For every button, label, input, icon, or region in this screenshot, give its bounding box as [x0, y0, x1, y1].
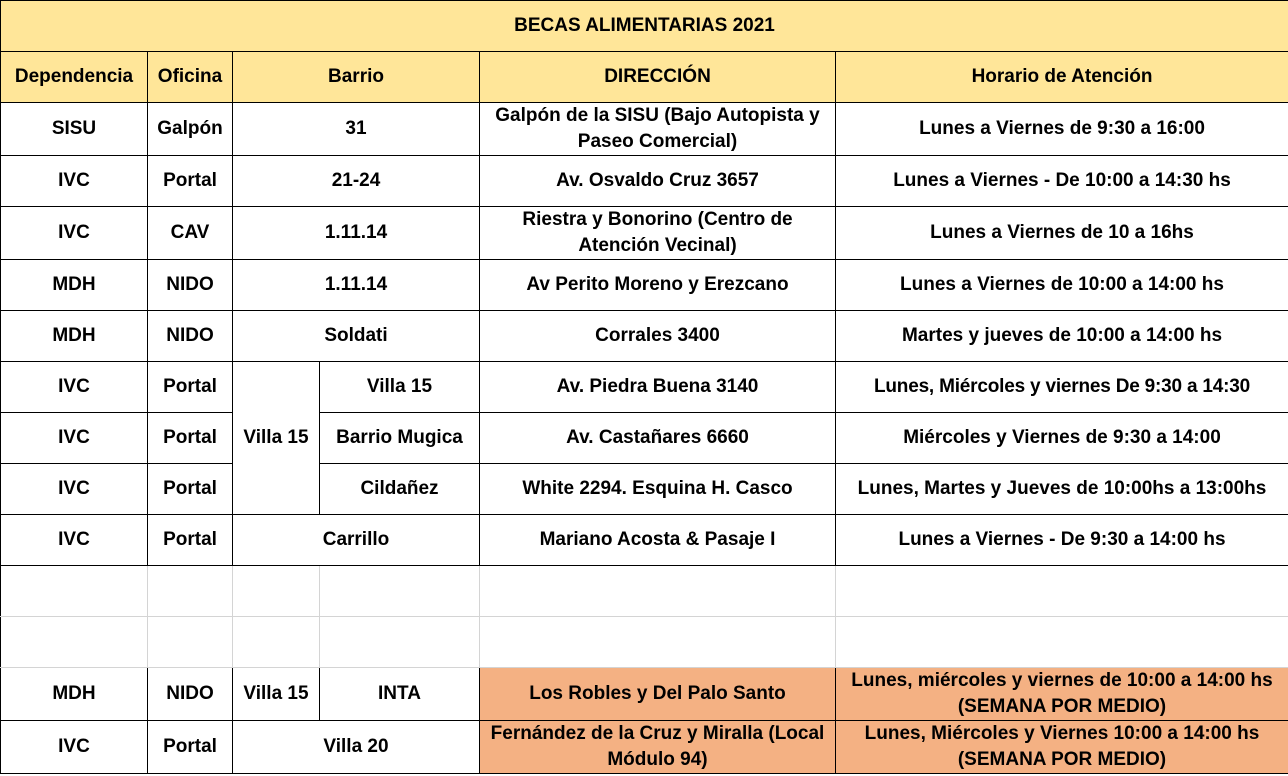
empty-row	[1, 617, 1288, 668]
table-row	[1, 668, 1288, 721]
cell-horario: Lunes, Martes y Jueves de 10:00hs a 13:00hs	[836, 464, 1288, 515]
header-direccion: DIRECCIÓN	[480, 52, 836, 103]
cell-barrio: Soldati	[233, 311, 480, 362]
cell-horario: Lunes, Miércoles y viernes De 9:30 a 14:30	[836, 362, 1288, 413]
cell-direccion-highlight: Fernández de la Cruz y Miralla (Local Módulo 94)	[480, 721, 836, 774]
header-horario: Horario de Atención	[836, 52, 1288, 103]
cell-barrio: 21-24	[233, 156, 480, 207]
empty-cell[interactable]	[320, 566, 480, 617]
cell-dependencia: IVC	[1, 207, 148, 260]
empty-cell[interactable]	[1, 566, 148, 617]
cell-direccion: White 2294. Esquina H. Casco	[480, 464, 836, 515]
cell-horario: Lunes a Viernes de 10 a 16hs	[836, 207, 1288, 260]
cell-oficina: Portal	[148, 413, 233, 464]
cell-oficina: Portal	[148, 362, 233, 413]
cell-dependencia: IVC	[1, 721, 148, 774]
table-row	[1, 413, 1288, 464]
cell-oficina: NIDO	[148, 260, 233, 311]
table-row	[1, 362, 1288, 413]
header-oficina: Oficina	[148, 52, 233, 103]
cell-oficina: Portal	[148, 721, 233, 774]
cell-direccion: Av Perito Moreno y Erezcano	[480, 260, 836, 311]
cell-direccion: Mariano Acosta & Pasaje I	[480, 515, 836, 566]
cell-sub-barrio: Villa 15	[320, 362, 480, 413]
cell-direccion: Av. Osvaldo Cruz 3657	[480, 156, 836, 207]
table-row	[1, 260, 1288, 311]
table-row	[1, 207, 1288, 260]
cell-barrio: 31	[233, 103, 480, 156]
cell-horario: Lunes a Viernes - De 9:30 a 14:00 hs	[836, 515, 1288, 566]
cell-dependencia: IVC	[1, 413, 148, 464]
cell-dependencia: IVC	[1, 156, 148, 207]
empty-row	[1, 566, 1288, 617]
table-title: BECAS ALIMENTARIAS 2021	[1, 1, 1288, 52]
cell-direccion: Galpón de la SISU (Bajo Autopista y Paseo Comercial)	[480, 103, 836, 156]
cell-horario: Martes y jueves de 10:00 a 14:00 hs	[836, 311, 1288, 362]
cell-horario: Lunes a Viernes - De 10:00 a 14:30 hs	[836, 156, 1288, 207]
table-row	[1, 311, 1288, 362]
cell-oficina: Galpón	[148, 103, 233, 156]
cell-direccion: Av. Piedra Buena 3140	[480, 362, 836, 413]
cell-barrio: Carrillo	[233, 515, 480, 566]
cell-horario: Lunes a Viernes de 9:30 a 16:00	[836, 103, 1288, 156]
cell-oficina: Portal	[148, 464, 233, 515]
cell-dependencia: IVC	[1, 362, 148, 413]
empty-cell[interactable]	[480, 566, 836, 617]
cell-oficina: Portal	[148, 515, 233, 566]
empty-cell[interactable]	[148, 566, 233, 617]
table-row	[1, 103, 1288, 156]
cell-horario: Miércoles y Viernes de 9:30 a 14:00	[836, 413, 1288, 464]
cell-barrio: 1.11.14	[233, 260, 480, 311]
cell-barrio-group: Villa 15	[233, 362, 320, 515]
empty-cell[interactable]	[233, 566, 320, 617]
cell-barrio: 1.11.14	[233, 207, 480, 260]
header-barrio: Barrio	[233, 52, 480, 103]
cell-horario: Lunes a Viernes de 10:00 a 14:00 hs	[836, 260, 1288, 311]
cell-horario-highlight: Lunes, miércoles y viernes de 10:00 a 14:00 hs (SEMANA POR MEDIO)	[836, 668, 1288, 721]
cell-direccion: Riestra y Bonorino (Centro de Atención Vecinal)	[480, 207, 836, 260]
empty-cell[interactable]	[148, 617, 233, 668]
cell-dependencia: MDH	[1, 260, 148, 311]
table-row	[1, 156, 1288, 207]
empty-cell[interactable]	[836, 566, 1288, 617]
table-row	[1, 464, 1288, 515]
cell-oficina: NIDO	[148, 668, 233, 721]
cell-oficina: Portal	[148, 156, 233, 207]
empty-cell[interactable]	[836, 617, 1288, 668]
empty-cell[interactable]	[320, 617, 480, 668]
table-row	[1, 721, 1288, 774]
cell-barrio: Villa 20	[233, 721, 480, 774]
cell-direccion: Av. Castañares 6660	[480, 413, 836, 464]
cell-horario-highlight: Lunes, Miércoles y Viernes 10:00 a 14:00 hs (SEMANA POR MEDIO)	[836, 721, 1288, 774]
cell-dependencia: MDH	[1, 311, 148, 362]
cell-oficina: CAV	[148, 207, 233, 260]
cell-sub-barrio: Barrio Mugica	[320, 413, 480, 464]
cell-barrio: Villa 15	[233, 668, 320, 721]
cell-direccion: Corrales 3400	[480, 311, 836, 362]
cell-sub-barrio: INTA	[320, 668, 480, 721]
empty-cell[interactable]	[480, 617, 836, 668]
cell-sub-barrio: Cildañez	[320, 464, 480, 515]
cell-dependencia: SISU	[1, 103, 148, 156]
cell-dependencia: IVC	[1, 464, 148, 515]
cell-dependencia: IVC	[1, 515, 148, 566]
cell-oficina: NIDO	[148, 311, 233, 362]
header-dependencia: Dependencia	[1, 52, 148, 103]
table-row	[1, 515, 1288, 566]
cell-direccion-highlight: Los Robles y Del Palo Santo	[480, 668, 836, 721]
empty-cell[interactable]	[233, 617, 320, 668]
empty-cell[interactable]	[1, 617, 148, 668]
cell-dependencia: MDH	[1, 668, 148, 721]
